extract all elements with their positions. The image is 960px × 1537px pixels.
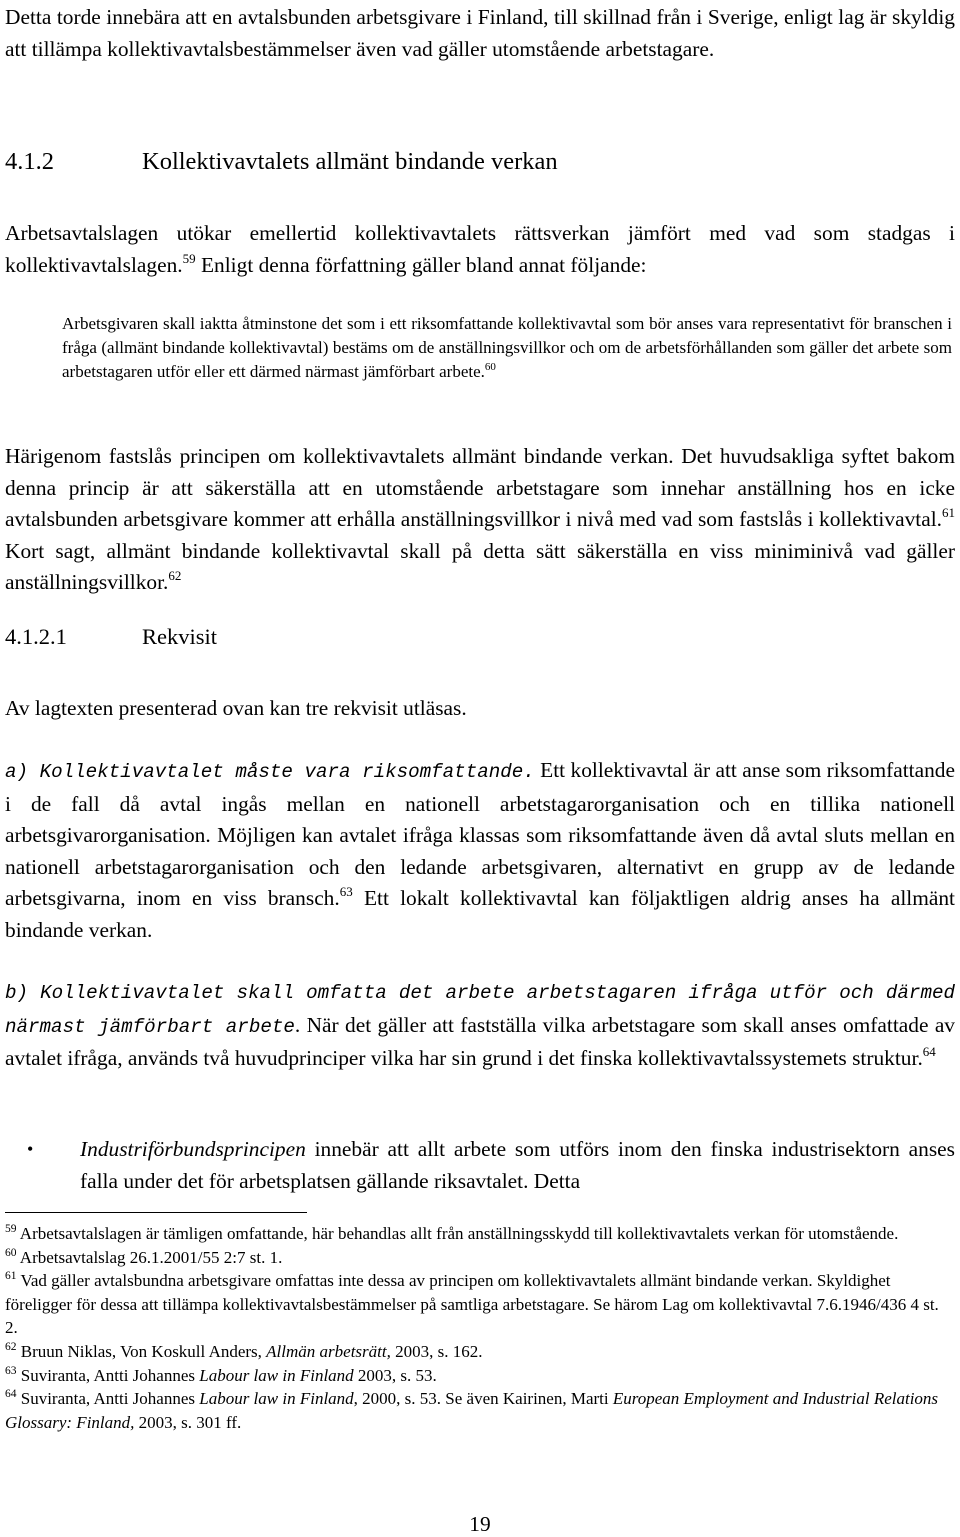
footnote-ref[interactable]: 64	[922, 1044, 936, 1059]
footnote-number: 61	[5, 1270, 17, 1283]
paragraph-harigenom	[5, 441, 955, 599]
bullet-term: Industriförbundsprincipen	[80, 1137, 306, 1161]
requirement-title: a) Kollektivavtalet måste vara riksomfattande.	[5, 761, 535, 783]
footnote-ref[interactable]: 59	[182, 250, 196, 266]
footnote-64	[5, 1387, 955, 1434]
footnote-text: 2003, s. 53.	[353, 1365, 437, 1385]
footnote-62	[5, 1340, 955, 1364]
footnote-60	[5, 1246, 955, 1270]
bullet-body: innebär att allt arbete som utförs inom den finska industrisektorn anses falla under det för arbetsplatsen gällande riksavtalet. Detta	[80, 1137, 955, 1193]
section-title: Kollektivavtalets allmänt bindande verkan	[142, 148, 558, 175]
footnotes-section	[5, 1222, 955, 1434]
footnote-number: 63	[5, 1364, 17, 1377]
footnote-text: Arbetsavtalslag 26.1.2001/55 2:7 st. 1.	[16, 1247, 283, 1267]
footnote-ref[interactable]: 63	[339, 884, 353, 899]
bullet-text	[80, 1134, 955, 1197]
footnote-text: Allmän arbetsrätt,	[266, 1341, 391, 1361]
requirement-text: . När det gäller att fastställa vilka arbetstagare som skall anses omfattade av avtalet ifråga, används två huvudprinciper vilka har sin grund i det finska kollektivavtalssystemets struktur.	[5, 1012, 956, 1070]
paragraph-text: Arbetsavtalslagen utökar emellertid kollektivavtalets rättsverkan jämfört med vad som stadgas i kollektivavtalslagen.	[5, 221, 955, 277]
footnote-text: Bruun Niklas, Von Koskull Anders,	[16, 1341, 267, 1361]
paragraph-arbetsavtalslagen	[5, 218, 955, 281]
footnote-number: 59	[5, 1223, 17, 1235]
footnote-text: Labour law in Finland	[199, 1365, 354, 1385]
bullet-icon: •	[27, 1139, 34, 1159]
page-number: 19	[469, 1512, 491, 1536]
requirement-a	[5, 755, 955, 946]
paragraph-text: Av lagtexten presenterad ovan kan tre rekvisit utläsas.	[5, 696, 467, 720]
footnote-number: 62	[5, 1340, 17, 1353]
footnote-59	[5, 1222, 955, 1246]
requirement-b	[5, 976, 955, 1075]
footnote-text: Arbetsavtalslagen är tämligen omfattande, här behandlas allt från anställningsskydd till kollektivavtalets verkan för utomstående.	[16, 1224, 899, 1243]
requirement-text: Ett kollektivavtal är att anse som riksomfattande i de fall då avtal ingås mellan en nationell arbetstagarorganisation och en tillika nationell arbetsgivarorganisation. Möjligen kan avtalet ifråga klassas som riksomfattande även då avtal sluts mellan en nationell arbetstagarorganisation och den ledande arbetsgivaren, alternativt en grupp av de ledande arbetsgivarna, inom en viss bransch.	[5, 758, 955, 910]
footnote-ref[interactable]: 60	[484, 361, 496, 374]
footnote-number: 60	[5, 1246, 17, 1259]
intro-paragraph	[5, 2, 955, 65]
footnote-text: European Employment and Industrial Relations Glossary: Finland,	[5, 1389, 939, 1432]
quote-text: Arbetsgivaren skall iaktta åtminstone det som i ett riksomfattande kollektivavtal som bör anses vara representativt för branschen i fråga (allmänt bindande kollektivavtal) bestäms om de anställningsvillkor och om de arbetsförhållanden som gäller det arbete som arbetstagaren utför eller ett därmed närmast jämförbart arbete.	[62, 314, 952, 382]
paragraph-text: Härigenom fastslås principen om kollektivavtalets allmänt bindande verkan. Det huvudsakliga syftet bakom denna princip är att säkerställa att en utomstående arbetstagare som innehar anställning hos en icke avtalsbunden arbetsgivare kommer att erhålla anställningsvillkor i nivå med vad som fastslås i kollektivavtal.	[5, 444, 955, 531]
footnote-text: , 2000, s. 53. Se även Kairinen, Marti	[353, 1389, 613, 1409]
paragraph-text: Enligt denna författning gäller bland annat följande:	[195, 252, 647, 277]
requirement-text: Ett lokalt kollektivavtal kan följaktligen aldrig anses ha allmänt bindande verkan.	[5, 886, 955, 942]
paragraph-text: Kort sagt, allmänt bindande kollektivavtal skall på detta sätt säkerställa en viss miniminivå vad gäller anställningsvillkor.	[5, 538, 955, 594]
footnote-text: Suviranta, Antti Johannes	[16, 1365, 200, 1385]
requirement-title: b) Kollektivavtalet skall omfatta det arbete arbetstagaren ifråga utför och därmed närmast jämförbart arbete	[5, 982, 955, 1038]
section-heading-4-1-2	[5, 146, 955, 178]
footnote-separator	[5, 1212, 307, 1213]
footnote-ref[interactable]: 61	[942, 505, 955, 520]
footnote-text: Suviranta, Antti Johannes	[16, 1389, 200, 1409]
footnote-63	[5, 1364, 955, 1388]
footnote-text: 2003, s. 162.	[390, 1341, 483, 1361]
section-number: 4.1.2.1	[5, 624, 67, 649]
footnote-text: Vad gäller avtalsbundna arbetsgivare omfattas inte dessa av principen om kollektivavtalets allmänt bindande verkan. Skyldighet föreligger för dessa att tillämpa kollektivavtalsbestämmelser på samtliga arbetstagare. Se härom Lag om kollektivavtal 7.6.1946/436 4 st. 2.	[5, 1271, 939, 1338]
footnote-number: 64	[5, 1388, 17, 1401]
bullet-list-item	[5, 1134, 955, 1197]
section-number: 4.1.2	[5, 148, 54, 175]
footnote-text: 2003, s. 301 ff.	[134, 1412, 242, 1432]
section-heading-4-1-2-1	[5, 621, 955, 653]
section-title: Rekvisit	[142, 624, 218, 649]
block-quote	[5, 312, 955, 385]
footnote-ref[interactable]: 62	[168, 568, 182, 583]
intro-text: Detta torde innebära att en avtalsbunden arbetsgivare i Finland, till skillnad från i Sverige, enligt lag är skyldig att tillämpa kollektivavtalsbestämmelser även vad gäller utomstående arbetstagare.	[5, 5, 955, 61]
footnote-61	[5, 1269, 955, 1340]
footnote-text: Labour law in Finland	[199, 1389, 354, 1409]
paragraph-lagtexten	[5, 693, 955, 725]
